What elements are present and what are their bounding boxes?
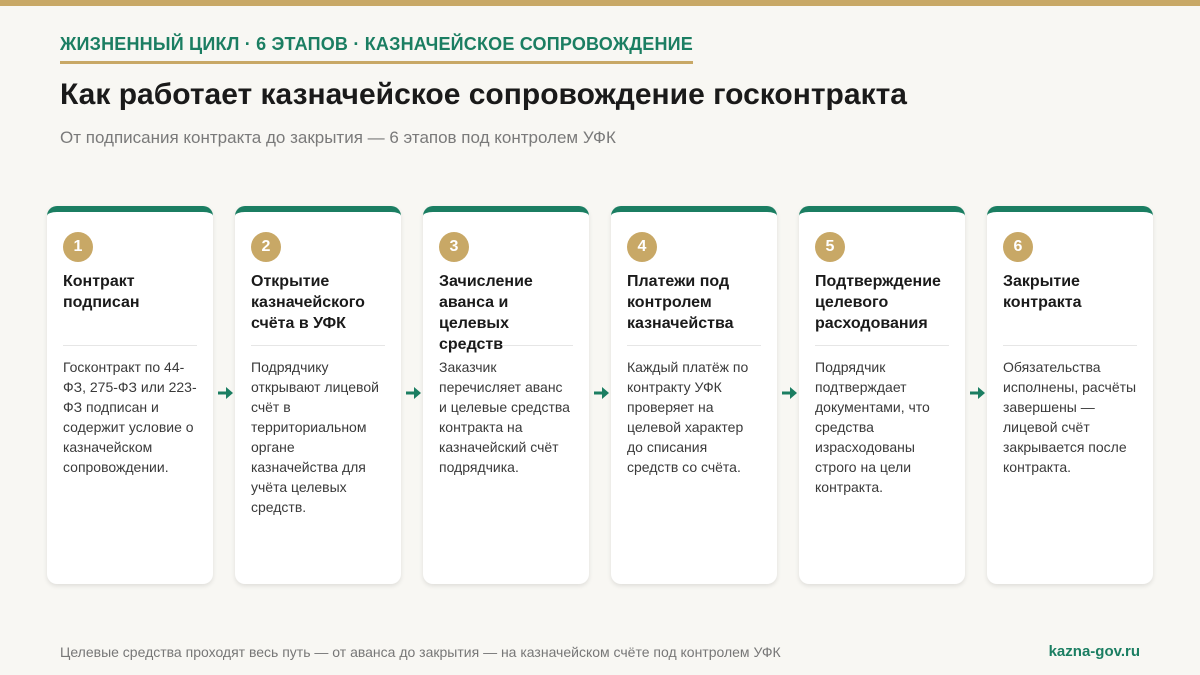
stage-divider — [1003, 345, 1137, 346]
stage-number-badge: 3 — [439, 232, 469, 262]
top-accent-bar — [0, 0, 1200, 6]
page-subtitle: От подписания контракта до закрытия — 6 этапов под контролем УФК — [60, 128, 616, 147]
stage-description: Каждый платёж по контракту УФК проверяет на целевой характер до списания средств со счёта. — [627, 359, 749, 475]
stage-title: Открытие казначейского счёта в УФК — [251, 273, 365, 332]
arrow-right-icon — [970, 386, 986, 400]
stage-title: Контракт подписан — [63, 273, 140, 311]
stage-divider — [63, 345, 197, 346]
arrow-right-icon — [782, 386, 798, 400]
stage-description: Обязательства исполнены, расчёты завершены — лицевой счёт закрывается после контракта. — [1003, 359, 1137, 475]
stage-title: Платежи под контролем казначейства — [627, 273, 734, 332]
eyebrow-label: ЖИЗНЕННЫЙ ЦИКЛ · 6 ЭТАПОВ · КАЗНАЧЕЙСКОЕ СОПРОВОЖДЕНИЕ — [60, 34, 693, 64]
stage-divider — [251, 345, 385, 346]
stage-number-badge: 6 — [1003, 232, 1033, 262]
stage-description: Заказчик перечисляет аванс и целевые средства контракта на казначейский счёт подрядчика. — [439, 359, 570, 475]
stage-description: Подрядчик подтверждает документами, что средства израсходованы строго на цели контракта. — [815, 359, 930, 495]
footer-note: Целевые средства проходят весь путь — от аванса до закрытия — на казначейском счёте под контролем УФК — [60, 644, 781, 660]
arrow-right-icon — [218, 386, 234, 400]
stage-title: Зачисление аванса и целевых средств — [439, 273, 533, 353]
stage-title: Подтверждение целевого расходования — [815, 273, 941, 332]
stage-title: Закрытие контракта — [1003, 273, 1082, 311]
footer-site-link[interactable]: kazna-gov.ru — [1048, 643, 1140, 660]
stages-flow — [47, 206, 1155, 584]
stage-description: Госконтракт по 44-ФЗ, 275-ФЗ или 223-ФЗ подписан и содержит условие о казначейском сопровождении. — [63, 359, 197, 475]
stage-divider — [815, 345, 949, 346]
stage-card-2 — [235, 206, 401, 584]
page-title: Как работает казначейское сопровождение госконтракта — [60, 78, 907, 111]
arrow-right-icon — [406, 386, 422, 400]
stage-description: Подрядчику открывают лицевой счёт в территориальном органе казначейства для учёта целевых средств. — [251, 359, 379, 515]
stage-card-6 — [987, 206, 1153, 584]
arrow-right-icon — [594, 386, 610, 400]
stage-number-badge: 1 — [63, 232, 93, 262]
stage-number-badge: 4 — [627, 232, 657, 262]
stage-card-3 — [423, 206, 589, 584]
stage-divider — [627, 345, 761, 346]
stage-number-badge: 5 — [815, 232, 845, 262]
stage-number-badge: 2 — [251, 232, 281, 262]
stage-card-5 — [799, 206, 965, 584]
stage-card-1 — [47, 206, 213, 584]
stage-card-4 — [611, 206, 777, 584]
